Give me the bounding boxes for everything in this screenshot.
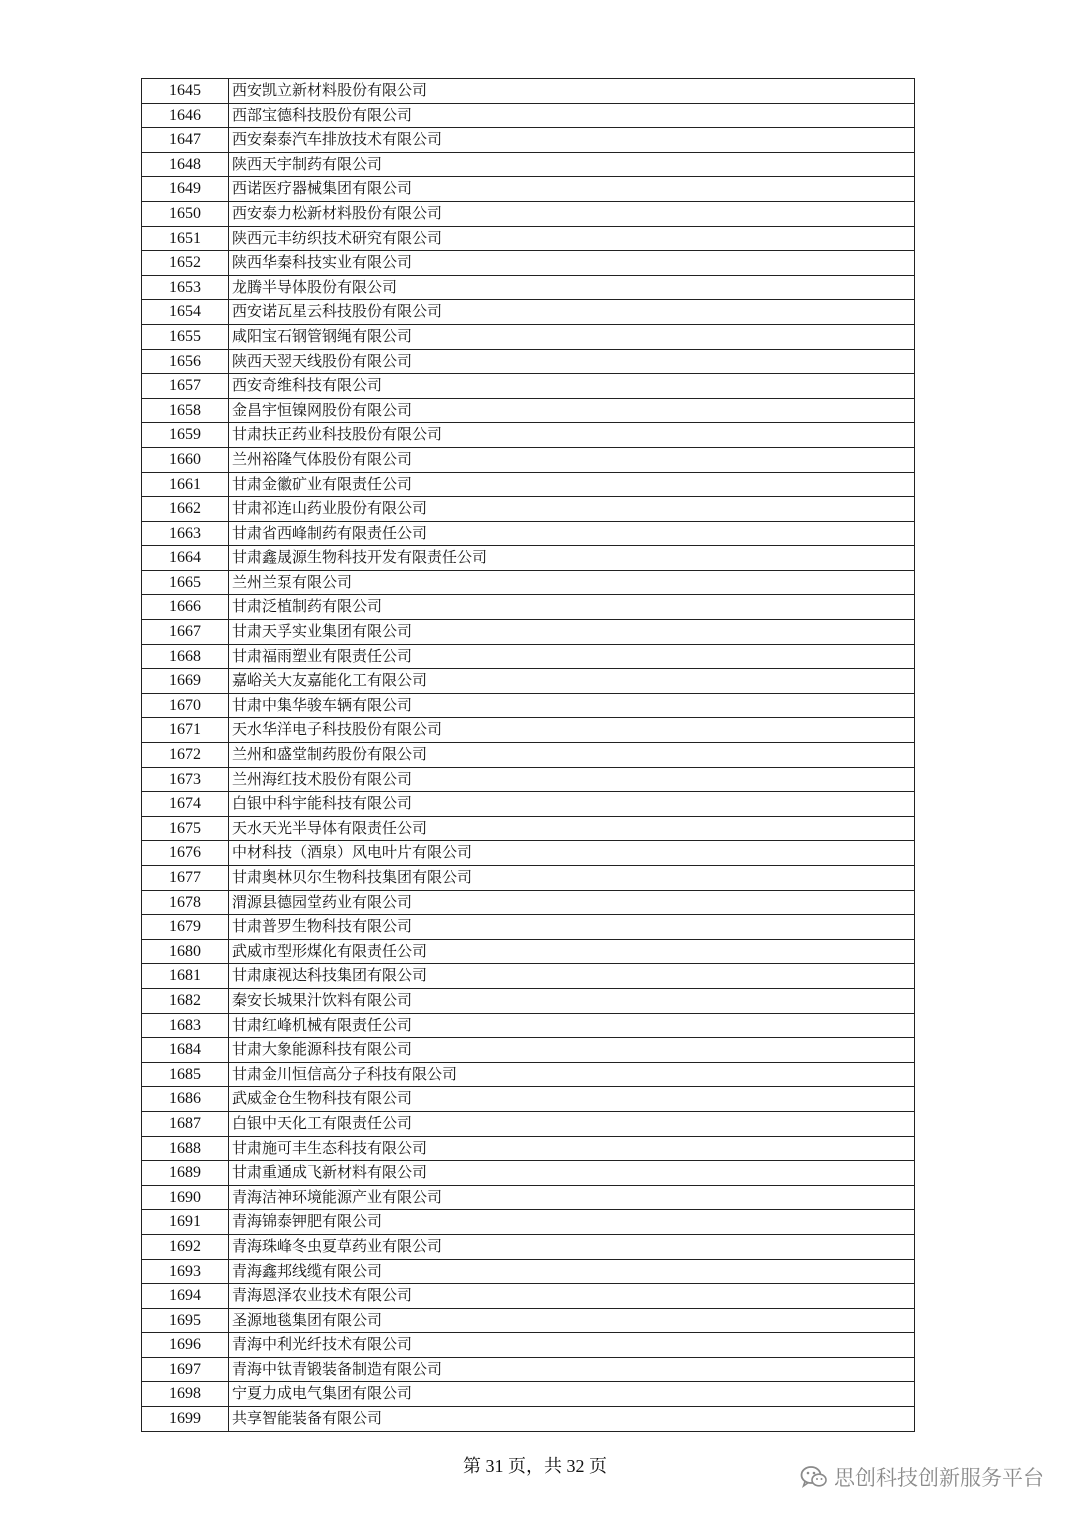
row-number: 1684 <box>142 1038 229 1063</box>
company-name: 甘肃红峰机械有限责任公司 <box>229 1013 915 1038</box>
table-row <box>142 1308 915 1333</box>
row-number: 1654 <box>142 300 229 325</box>
company-name: 甘肃福雨塑业有限责任公司 <box>229 644 915 669</box>
company-name: 甘肃奥林贝尔生物科技集团有限公司 <box>229 866 915 891</box>
row-number: 1690 <box>142 1185 229 1210</box>
table-row <box>142 226 915 251</box>
row-number: 1649 <box>142 177 229 202</box>
row-number: 1688 <box>142 1136 229 1161</box>
company-name: 甘肃中集华骏车辆有限公司 <box>229 693 915 718</box>
table-row <box>142 595 915 620</box>
row-number: 1661 <box>142 472 229 497</box>
table-row <box>142 1234 915 1259</box>
row-number: 1653 <box>142 275 229 300</box>
table-row <box>142 300 915 325</box>
row-number: 1673 <box>142 767 229 792</box>
table-row <box>142 1062 915 1087</box>
row-number: 1691 <box>142 1210 229 1235</box>
table-row <box>142 1013 915 1038</box>
company-name: 兰州海红技术股份有限公司 <box>229 767 915 792</box>
row-number: 1651 <box>142 226 229 251</box>
table-row <box>142 251 915 276</box>
company-name: 嘉峪关大友嘉能化工有限公司 <box>229 669 915 694</box>
row-number: 1680 <box>142 939 229 964</box>
row-number: 1683 <box>142 1013 229 1038</box>
row-number: 1678 <box>142 890 229 915</box>
table-row <box>142 324 915 349</box>
company-name: 陕西天翌天线股份有限公司 <box>229 349 915 374</box>
table-row <box>142 644 915 669</box>
company-name: 武威市型形煤化有限责任公司 <box>229 939 915 964</box>
table-row <box>142 521 915 546</box>
table-body <box>142 79 915 1432</box>
table-row <box>142 398 915 423</box>
row-number: 1675 <box>142 816 229 841</box>
table-row <box>142 1038 915 1063</box>
row-number: 1658 <box>142 398 229 423</box>
row-number: 1692 <box>142 1234 229 1259</box>
table-row <box>142 79 915 104</box>
company-name: 甘肃施可丰生态科技有限公司 <box>229 1136 915 1161</box>
company-name: 白银中天化工有限责任公司 <box>229 1111 915 1136</box>
company-name: 兰州兰泵有限公司 <box>229 570 915 595</box>
table-row <box>142 103 915 128</box>
table-row <box>142 546 915 571</box>
company-name: 渭源县德园堂药业有限公司 <box>229 890 915 915</box>
row-number: 1672 <box>142 743 229 768</box>
row-number: 1671 <box>142 718 229 743</box>
table-row <box>142 620 915 645</box>
table-row <box>142 743 915 768</box>
company-name: 咸阳宝石钢管钢绳有限公司 <box>229 324 915 349</box>
company-name: 青海鑫邦线缆有限公司 <box>229 1259 915 1284</box>
table-row <box>142 866 915 891</box>
company-name: 秦安长城果汁饮料有限公司 <box>229 988 915 1013</box>
table-row <box>142 841 915 866</box>
row-number: 1645 <box>142 79 229 104</box>
table-row <box>142 1382 915 1407</box>
company-name: 甘肃大象能源科技有限公司 <box>229 1038 915 1063</box>
table-row <box>142 423 915 448</box>
company-name: 甘肃金徽矿业有限责任公司 <box>229 472 915 497</box>
row-number: 1699 <box>142 1407 229 1432</box>
company-name: 甘肃金川恒信高分子科技有限公司 <box>229 1062 915 1087</box>
table-row <box>142 1111 915 1136</box>
company-name: 天水华洋电子科技股份有限公司 <box>229 718 915 743</box>
row-number: 1669 <box>142 669 229 694</box>
table-row <box>142 1357 915 1382</box>
row-number: 1667 <box>142 620 229 645</box>
row-number: 1650 <box>142 201 229 226</box>
wechat-icon <box>800 1465 828 1489</box>
company-name: 武威金仓生物科技有限公司 <box>229 1087 915 1112</box>
watermark-text: 思创科技创新服务平台 <box>834 1466 1044 1490</box>
company-name: 西部宝德科技股份有限公司 <box>229 103 915 128</box>
company-name: 共享智能装备有限公司 <box>229 1407 915 1432</box>
company-name: 中材科技（酒泉）风电叶片有限公司 <box>229 841 915 866</box>
row-number: 1648 <box>142 152 229 177</box>
table-row <box>142 128 915 153</box>
table-row <box>142 1407 915 1432</box>
company-name: 甘肃扶正药业科技股份有限公司 <box>229 423 915 448</box>
company-name: 陕西华秦科技实业有限公司 <box>229 251 915 276</box>
table-row <box>142 1333 915 1358</box>
company-name: 陕西元丰纺织技术研究有限公司 <box>229 226 915 251</box>
table-row <box>142 767 915 792</box>
table-row <box>142 669 915 694</box>
table-row <box>142 275 915 300</box>
row-number: 1686 <box>142 1087 229 1112</box>
table-row <box>142 939 915 964</box>
company-name: 青海中利光纤技术有限公司 <box>229 1333 915 1358</box>
row-number: 1666 <box>142 595 229 620</box>
company-name: 西安奇维科技有限公司 <box>229 374 915 399</box>
company-name: 金昌宇恒镍网股份有限公司 <box>229 398 915 423</box>
company-name: 西安诺瓦星云科技股份有限公司 <box>229 300 915 325</box>
company-name: 陕西天宇制药有限公司 <box>229 152 915 177</box>
row-number: 1698 <box>142 1382 229 1407</box>
row-number: 1687 <box>142 1111 229 1136</box>
table-row <box>142 1210 915 1235</box>
row-number: 1647 <box>142 128 229 153</box>
company-name: 甘肃普罗生物科技有限公司 <box>229 915 915 940</box>
row-number: 1696 <box>142 1333 229 1358</box>
row-number: 1695 <box>142 1308 229 1333</box>
company-name: 兰州裕隆气体股份有限公司 <box>229 447 915 472</box>
table-row <box>142 1136 915 1161</box>
row-number: 1660 <box>142 447 229 472</box>
row-number: 1689 <box>142 1161 229 1186</box>
table-row <box>142 988 915 1013</box>
table-row <box>142 497 915 522</box>
company-name: 天水天光半导体有限责任公司 <box>229 816 915 841</box>
row-number: 1659 <box>142 423 229 448</box>
company-list-table <box>141 78 915 1432</box>
table-row <box>142 177 915 202</box>
row-number: 1676 <box>142 841 229 866</box>
company-name: 甘肃泛植制药有限公司 <box>229 595 915 620</box>
table-row <box>142 890 915 915</box>
company-name: 圣源地毯集团有限公司 <box>229 1308 915 1333</box>
company-name: 宁夏力成电气集团有限公司 <box>229 1382 915 1407</box>
table-row <box>142 915 915 940</box>
row-number: 1674 <box>142 792 229 817</box>
company-name: 甘肃康视达科技集团有限公司 <box>229 964 915 989</box>
company-name: 甘肃省西峰制药有限责任公司 <box>229 521 915 546</box>
table-row <box>142 1185 915 1210</box>
row-number: 1685 <box>142 1062 229 1087</box>
table-row <box>142 1161 915 1186</box>
company-name: 甘肃天孚实业集团有限公司 <box>229 620 915 645</box>
table-row <box>142 816 915 841</box>
row-number: 1682 <box>142 988 229 1013</box>
company-name: 青海恩泽农业技术有限公司 <box>229 1284 915 1309</box>
row-number: 1670 <box>142 693 229 718</box>
company-name: 青海洁神环境能源产业有限公司 <box>229 1185 915 1210</box>
company-name: 青海珠峰冬虫夏草药业有限公司 <box>229 1234 915 1259</box>
company-name: 甘肃重通成飞新材料有限公司 <box>229 1161 915 1186</box>
company-name: 青海中钛青锻装备制造有限公司 <box>229 1357 915 1382</box>
row-number: 1679 <box>142 915 229 940</box>
row-number: 1665 <box>142 570 229 595</box>
table-row <box>142 964 915 989</box>
row-number: 1693 <box>142 1259 229 1284</box>
row-number: 1663 <box>142 521 229 546</box>
table-row <box>142 570 915 595</box>
table-row <box>142 718 915 743</box>
company-name: 西安秦泰汽车排放技术有限公司 <box>229 128 915 153</box>
row-number: 1652 <box>142 251 229 276</box>
row-number: 1664 <box>142 546 229 571</box>
company-name: 西安凯立新材料股份有限公司 <box>229 79 915 104</box>
company-name: 西安泰力松新材料股份有限公司 <box>229 201 915 226</box>
company-name: 甘肃鑫晟源生物科技开发有限责任公司 <box>229 546 915 571</box>
table-row <box>142 152 915 177</box>
row-number: 1677 <box>142 866 229 891</box>
table-row <box>142 792 915 817</box>
table-row <box>142 693 915 718</box>
company-name: 甘肃祁连山药业股份有限公司 <box>229 497 915 522</box>
company-name: 白银中科宇能科技有限公司 <box>229 792 915 817</box>
row-number: 1662 <box>142 497 229 522</box>
row-number: 1694 <box>142 1284 229 1309</box>
row-number: 1646 <box>142 103 229 128</box>
row-number: 1668 <box>142 644 229 669</box>
row-number: 1657 <box>142 374 229 399</box>
company-name: 龙腾半导体股份有限公司 <box>229 275 915 300</box>
company-name: 青海锦泰钾肥有限公司 <box>229 1210 915 1235</box>
table-row <box>142 1087 915 1112</box>
table-row <box>142 349 915 374</box>
row-number: 1656 <box>142 349 229 374</box>
table-row <box>142 472 915 497</box>
watermark <box>800 1462 1044 1492</box>
row-number: 1681 <box>142 964 229 989</box>
table-row <box>142 447 915 472</box>
table-row <box>142 1259 915 1284</box>
table-row <box>142 374 915 399</box>
company-name: 西诺医疗器械集团有限公司 <box>229 177 915 202</box>
company-name: 兰州和盛堂制药股份有限公司 <box>229 743 915 768</box>
page-number-text: 第 31 页，共 32 页 <box>463 1456 607 1476</box>
row-number: 1655 <box>142 324 229 349</box>
row-number: 1697 <box>142 1357 229 1382</box>
table-row <box>142 1284 915 1309</box>
table-row <box>142 201 915 226</box>
